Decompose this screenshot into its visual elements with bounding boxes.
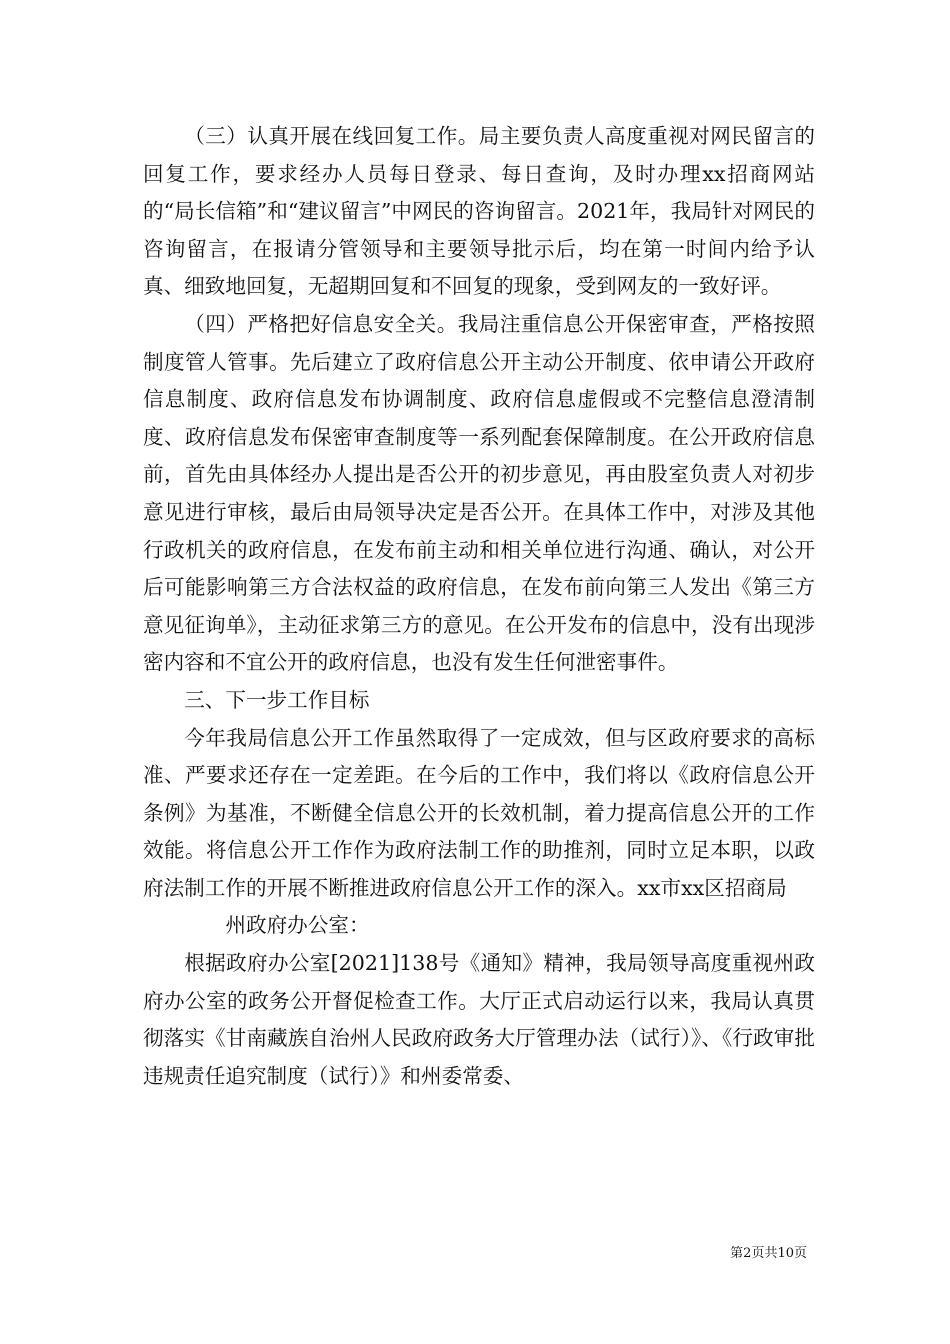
paragraph-notice-response: 根据政府办公室[2021]138号《通知》精神，我局领导高度重视州政府办公室的政务公开督促检查工作。大厅正式启动运行以来，我局认真贯彻落实《甘南藏族自治州人民政府政务大厅管理办法（试行）》、《行政审批违规责任追究制度（试行）》和州委常委、	[143, 951, 815, 1088]
section-heading-next-steps: 三、下一步工作目标	[184, 687, 370, 712]
document-body	[143, 118, 815, 1095]
paragraph-information-security: （四）严格把好信息安全关。我局注重信息公开保密审查，严格按照制度管人管事。先后建立了政府信息公开主动公开制度、依申请公开政府信息制度、政府信息发布协调制度、政府信息虚假或不完整信息澄清制度、政府信息发布保密审查制度等一系列配套保障制度。在公开政府信息前，首先由具体经办人提出是否公开的初步意见，再由股室负责人对初步意见进行审核，最后由局领导决定是否公开。在具体工作中，对涉及其他行政机关的政府信息，在发布前主动和相关单位进行沟通、确认，对公开后可能影响第三方合法权益的政府信息，在发布前向第三人发出《第三方意见征询单》，主动征求第三方的意见。在公开发布的信息中，没有出现涉密内容和不宜公开的政府信息，也没有发生任何泄密事件。	[143, 311, 815, 675]
letter-salutation: 州政府办公室：	[225, 913, 370, 938]
paragraph-work-goals: 今年我局信息公开工作虽然取得了一定成效，但与区政府要求的高标准、严要求还存在一定差距。在今后的工作中，我们将以《政府信息公开条例》为基准，不断健全信息公开的长效机制，着力提高信息公开的工作效能。将信息公开工作作为政府法制工作的助推剂，同时立足本职，以政府法制工作的开展不断推进政府信息公开工作的深入。xx市xx区招商局	[143, 725, 815, 900]
page-number: 第2页共10页	[730, 1246, 807, 1261]
paragraph-online-reply: （三）认真开展在线回复工作。局主要负责人高度重视对网民留言的回复工作，要求经办人员每日登录、每日查询，及时办理xx招商网站的“局长信箱”和“建议留言”中网民的咨询留言。2021年，我局针对网民的咨询留言，在报请分管领导和主要领导批示后，均在第一时间内给予认真、细致地回复，无超期回复和不回复的现象，受到网友的一致好评。	[143, 124, 815, 299]
